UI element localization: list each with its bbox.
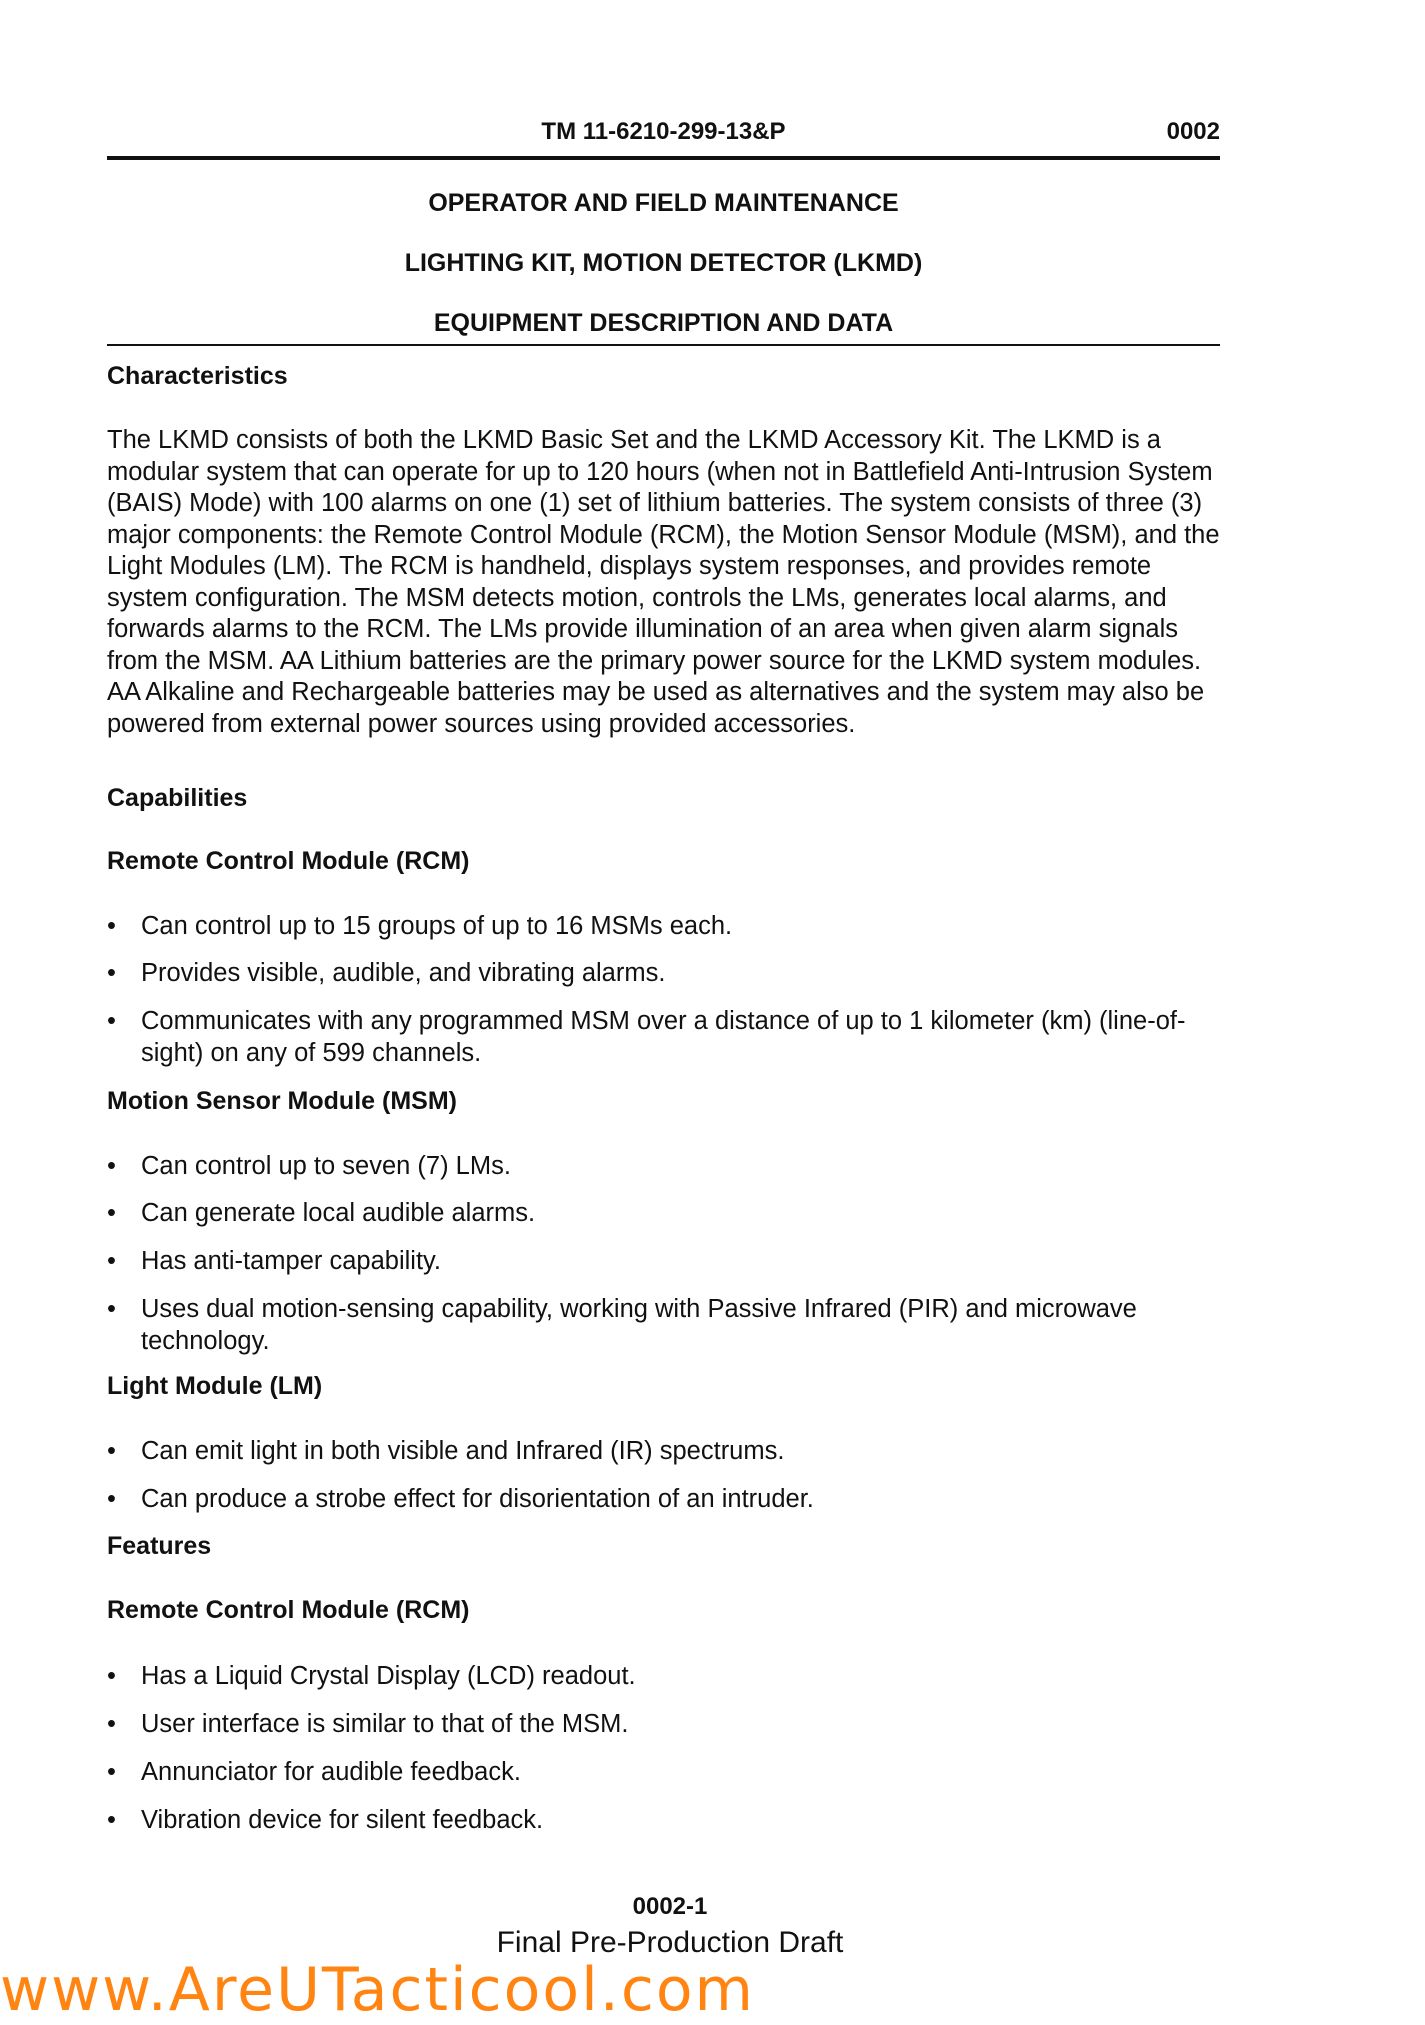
bullet: • bbox=[107, 959, 116, 987]
list-item: • User interface is similar to that of the MSM. bbox=[107, 1710, 629, 1738]
bullet: • bbox=[107, 912, 116, 940]
heading-capabilities-msm: Motion Sensor Module (MSM) bbox=[107, 1087, 457, 1115]
list-item: • Provides visible, audible, and vibrating alarms. bbox=[107, 959, 666, 987]
heading-capabilities-lm: Light Module (LM) bbox=[107, 1372, 323, 1400]
title-rule bbox=[107, 344, 1220, 346]
list-item: • Can emit light in both visible and Infrared (IR) spectrums. bbox=[107, 1437, 785, 1465]
list-item: • Has anti-tamper capability. bbox=[107, 1247, 441, 1275]
watermark-url: www.AreUTacticool.com bbox=[0, 1955, 755, 2025]
heading-capabilities: Capabilities bbox=[107, 784, 248, 812]
heading-features-rcm: Remote Control Module (RCM) bbox=[107, 1596, 470, 1624]
title-maintenance: OPERATOR AND FIELD MAINTENANCE bbox=[428, 189, 899, 217]
document-number: TM 11-6210-299-13&P bbox=[541, 118, 786, 145]
draft-label: Final Pre-Production Draft bbox=[496, 1926, 844, 1959]
bullet: • bbox=[107, 1662, 116, 1690]
bullet: • bbox=[107, 1007, 116, 1035]
list-item: • Can produce a strobe effect for disorientation of an intruder. bbox=[107, 1485, 814, 1513]
bullet: • bbox=[107, 1152, 116, 1180]
heading-characteristics: Characteristics bbox=[107, 362, 288, 390]
characteristics-paragraph: The LKMD consists of both the LKMD Basic Set and the LKMD Accessory Kit. The LKMD is a modular system that can operate for up to 120 hours (when not in Battlefield Anti-Intrusion System (BAIS) Mode) with 100 alarms on one (1) set of lithium batteries. The system consists of three (3) major components: the Remote Control Module (RCM), the Motion Sensor Module (MSM), and the Light Modules (LM). The RCM is handheld, displays system responses, and provides remote system configuration. The MSM detects motion, controls the LMs, generates local alarms, and forwards alarms to the RCM. The LMs provide illumination of an area when given alarm signals from the MSM. AA Lithium batteries are the primary power source for the LKMD system modules. AA Alkaline and Rechargeable batteries may be used as alternatives and the system may also be powered from external power sources using provided accessories. bbox=[107, 426, 1220, 738]
page-header bbox=[107, 118, 1220, 158]
bullet: • bbox=[107, 1295, 116, 1323]
page-number: 0002-1 bbox=[632, 1893, 708, 1920]
bullet: • bbox=[107, 1437, 116, 1465]
list-item: • Can generate local audible alarms. bbox=[107, 1199, 536, 1227]
title-equipment-name: LIGHTING KIT, MOTION DETECTOR (LKMD) bbox=[404, 249, 923, 277]
bullet: • bbox=[107, 1199, 116, 1227]
list-item: • Communicates with any programmed MSM over a distance of up to 1 kilometer (km) (line-of-sight) on any of 599 channels. bbox=[107, 1007, 1186, 1067]
list-item: • Uses dual motion-sensing capability, working with Passive Infrared (PIR) and microwave technology. bbox=[107, 1295, 1137, 1355]
list-item: • Can control up to seven (7) LMs. bbox=[107, 1152, 511, 1180]
list-item: • Can control up to 15 groups of up to 16 MSMs each. bbox=[107, 912, 733, 940]
title-section: EQUIPMENT DESCRIPTION AND DATA bbox=[433, 309, 894, 337]
bullet: • bbox=[107, 1710, 116, 1738]
list-item: • Vibration device for silent feedback. bbox=[107, 1806, 544, 1834]
heading-capabilities-rcm: Remote Control Module (RCM) bbox=[107, 847, 470, 875]
work-package-number: 0002 bbox=[1166, 118, 1220, 145]
bullet: • bbox=[107, 1758, 116, 1786]
list-item: • Has a Liquid Crystal Display (LCD) readout. bbox=[107, 1662, 636, 1690]
bullet: • bbox=[107, 1247, 116, 1275]
bullet: • bbox=[107, 1806, 116, 1834]
list-item: • Annunciator for audible feedback. bbox=[107, 1758, 521, 1786]
heading-features: Features bbox=[107, 1532, 212, 1560]
bullet: • bbox=[107, 1485, 116, 1513]
header-rule bbox=[107, 156, 1220, 160]
